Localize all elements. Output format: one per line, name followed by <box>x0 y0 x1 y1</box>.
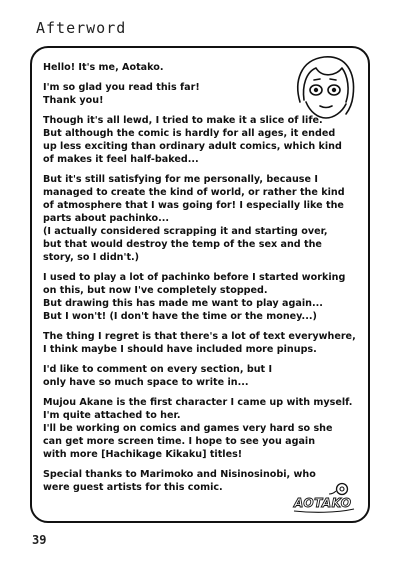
page-title: Afterword <box>36 19 127 37</box>
text-line: I'll be working on comics and games very hard so she <box>43 423 333 434</box>
text-line: only have so much space to write in... <box>43 377 249 388</box>
text-line: story, so I didn't.) <box>43 252 140 263</box>
text-line: I think maybe I should have included more pinups. <box>43 344 317 355</box>
signature-text: AOTAKO <box>294 496 352 510</box>
paragraph <box>43 271 373 323</box>
text-line: but that would destroy the temp of the sex and the <box>43 239 322 250</box>
text-line: up less exciting than ordinary adult comics, which kind <box>43 141 342 152</box>
text-line: of makes it feel half-baked... <box>43 154 199 165</box>
text-line: I used to play a lot of pachinko before I started working <box>43 272 346 283</box>
paragraph <box>43 363 373 389</box>
text-line: with more [Hachikage Kikaku] titles! <box>43 449 243 460</box>
text-line: The thing I regret is that there's a lot of text everywhere, <box>43 331 356 342</box>
text-line: Special thanks to Marimoko and Nisinosinobi, who <box>43 469 316 480</box>
page-number: 39 <box>32 533 47 547</box>
text-line: (I actually considered scrapping it and starting over, <box>43 226 328 237</box>
paragraph <box>43 114 373 166</box>
text-line: But drawing this has made me want to play again... <box>43 298 323 309</box>
paragraph <box>43 396 373 461</box>
paragraph <box>43 81 373 107</box>
text-line: of atmosphere that I was going for! I especially like the <box>43 200 344 211</box>
text-line: But although the comic is hardly for all ages, it ended <box>43 128 336 139</box>
text-line: Thank you! <box>43 95 104 106</box>
text-line: But I won't! (I don't have the time or the money...) <box>43 311 317 322</box>
text-line: But it's still satisfying for me personally, because I <box>43 174 318 185</box>
text-line: were guest artists for this comic. <box>43 482 223 493</box>
text-line: I'd like to comment on every section, but I <box>43 364 273 375</box>
text-line: Mujou Akane is the first character I came up with myself. <box>43 397 353 408</box>
text-line: parts about pachinko... <box>43 213 170 224</box>
text-line: Hello! It's me, Aotako. <box>43 62 164 73</box>
text-line: I'm so glad you read this far! <box>43 82 200 93</box>
text-line: I'm quite attached to her. <box>43 410 181 421</box>
text-line: managed to create the kind of world, or rather the kind <box>43 187 345 198</box>
author-signature <box>292 480 358 516</box>
afterword-body <box>43 61 373 501</box>
text-line: on this, but now I've completely stopped. <box>43 285 268 296</box>
paragraph <box>43 330 373 356</box>
paragraph <box>43 173 373 264</box>
paragraph <box>43 61 373 74</box>
text-line: Though it's all lewd, I tried to make it a slice of life. <box>43 115 323 126</box>
text-line: can get more screen time. I hope to see you again <box>43 436 316 447</box>
